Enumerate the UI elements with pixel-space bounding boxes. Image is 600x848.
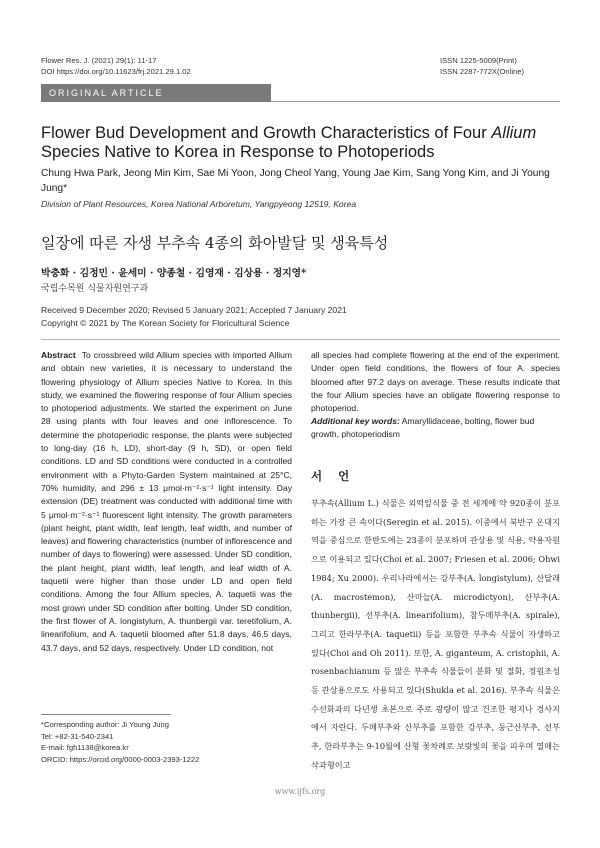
issn-online: ISSN 2287-772X(Online) (440, 66, 524, 76)
article-type-banner: ORIGINAL ARTICLE (41, 84, 271, 102)
title-part2: Species Native to Korea in Response to Photoperiods (41, 143, 435, 161)
banner-rule (271, 101, 560, 102)
abstract-left-column (41, 349, 292, 655)
journal-header (41, 56, 191, 77)
authors-en: Chung Hwa Park, Jeong Min Kim, Sae Mi Yoon, Jong Cheol Yang, Young Jae Kim, Sang Yong Kim, and Ji Young Jung* (41, 168, 550, 194)
received-dates: Received 9 December 2020; Revised 5 January 2021; Accepted 7 January 2021 (41, 305, 347, 315)
doi-line[interactable]: DOI https://doi.org/10.11623/frj.2021.29.1.02 (41, 66, 191, 76)
keywords-text: Amaryllidaceae, bolting, flower bud growth, photoperiodism (311, 416, 535, 440)
intro-heading: 서 언 (311, 469, 356, 483)
keywords-label: Additional key words: (311, 416, 400, 426)
issn-print: ISSN 1225-5009(Print) (440, 56, 517, 65)
title-genus: Allium (491, 124, 537, 142)
article-title-en (41, 124, 561, 162)
footnote (41, 719, 292, 765)
tel: Tel: +82-31-540-2341 (41, 731, 114, 741)
intro-text: 부추속(Allium L.) 식물은 외떡잎식물 중 전 세계에 약 920종이 분포하는 가장 큰 속이다(Seregin et al. 2015). 이중에서 북반구 온대지역을 중심으로 한반도에는 23종이 분포하며 관상용 및 식용, 약용자원으로 이용되고 있다(Choi et al. 2007; Friesen et al. 2006; Ohwi 1984; Xu 2000). 우리나라에서는 강부추(A. longistylum), 산달래(A. macrostemon), 산마늘(A. microdictyon), 산부추(A. thunbergii), 선부추(A. linearifolium), 참두메부추(A. spirale), 그리고 한라부추(A. taquetii) 등을 포함한 부추속 식물이 자생하고 있다(Choi and Oh 2011). 또한, A. giganteum, A. cristophii, A. rosenbachianum 등 많은 부추속 식물들이 분화 및 절화, 정원조성 등 관상용으로도 사용되고 있다(Shukla et al. 2016). 부추속 식물은 수선화과의 다년생 초본으로 주로 광량이 많고 건조한 평지나 경사지에서 자란다. 두메부추와 산부추를 포함한 강부추, 둥근산부추, 선부추, 한라부추는 9-10월에 산형 꽃차례로 보랏빛의 꽃을 피우며 열매는 삭과형이고 (311, 498, 560, 770)
authors-ko: 박충화 · 김정민 · 윤세미 · 양종철 · 김영재 · 김상용 · 정지영* (41, 268, 307, 279)
affiliation-ko: 국립수목원 식물자원연구과 (41, 284, 149, 294)
journal-citation: Flower Res. J. (2021) 29(1): 11-17 (41, 56, 157, 65)
footnote-rule (41, 714, 171, 715)
email[interactable]: E-mail: fgh1138@korea.kr (41, 743, 129, 752)
footer-url[interactable]: www.ijfs.org (274, 787, 326, 796)
header-divider (41, 339, 560, 340)
copyright: Copyright © 2021 by The Korean Society for Floricultural Science (41, 318, 290, 328)
abstract-heading: Abstract (41, 350, 76, 360)
orcid[interactable]: ORCID: https://orcid.org/0000-0003-2393-1222 (41, 754, 200, 764)
affiliation-en: Division of Plant Resources, Korea National Arboretum, Yangpyeong 12519, Korea (41, 199, 357, 209)
issn-block (440, 56, 560, 77)
abstract-right-column: all species had complete flowering at the end of the experiment. Under open field conditions, the flowers of four A. species bloomed after 97.2 days on average. These results indicate that the four Allium species have an obligate flowering response to photoperiod. (311, 350, 560, 414)
keywords (311, 415, 560, 442)
article-title-ko: 일장에 따른 자생 부추속 4종의 화아발달 및 생육특성 (41, 234, 389, 252)
corresponding-author: *Corresponding author: Ji Young Jung (41, 720, 169, 729)
title-part1: Flower Bud Development and Growth Characteristics of Four (41, 124, 492, 142)
article-dates (41, 304, 561, 330)
abstract-text-left: To crossbreed wild Allium species with imported Allium and obtain new varieties, it is necessary to understand the flowering physiology of Allium species Native to Korea. In this study, we examined the flowering response of four Allium species to photoperiod adjustments. We started the experiment on June 28 using plants with four leaves and one inflorescence. To determine the photoperiodic response, the plants were subjected to long-day (16 h, LD), short-day (9 h, SD), or open field conditions. LD and SD conditions were conducted in a controlled environment with a Phyto-Garden System maintained at 25°C, 70% humidity, and 296 ± 13 μmol·m⁻²·s⁻¹ light intensity. Day extension (DE) treatment was conducted with additional time with 5 μmol·m⁻²·s⁻¹ fluorescent light intensity. The growth parameters (plant height, plant width, leaf length, leaf width, and number of leaves) and flowering characteristics (number of inflorescence and number of days to flowering) were assessed. Under SD condition, the plant height, plant width, leaf length, and leaf width of A. taquetii were higher than those under LD and open field conditions. Among the four Allium species, A. taquetii was the most grown under SD condition after bolting. Under SD condition, the first flower of A. longistylum, A. thunbergii var. teretifolium, A. linearifolium, and A. taquetii bloomed after 51.8 days, 46.5 days, 43.7 days, and 52 days, respectively. Under LD condition, not (41, 350, 292, 653)
